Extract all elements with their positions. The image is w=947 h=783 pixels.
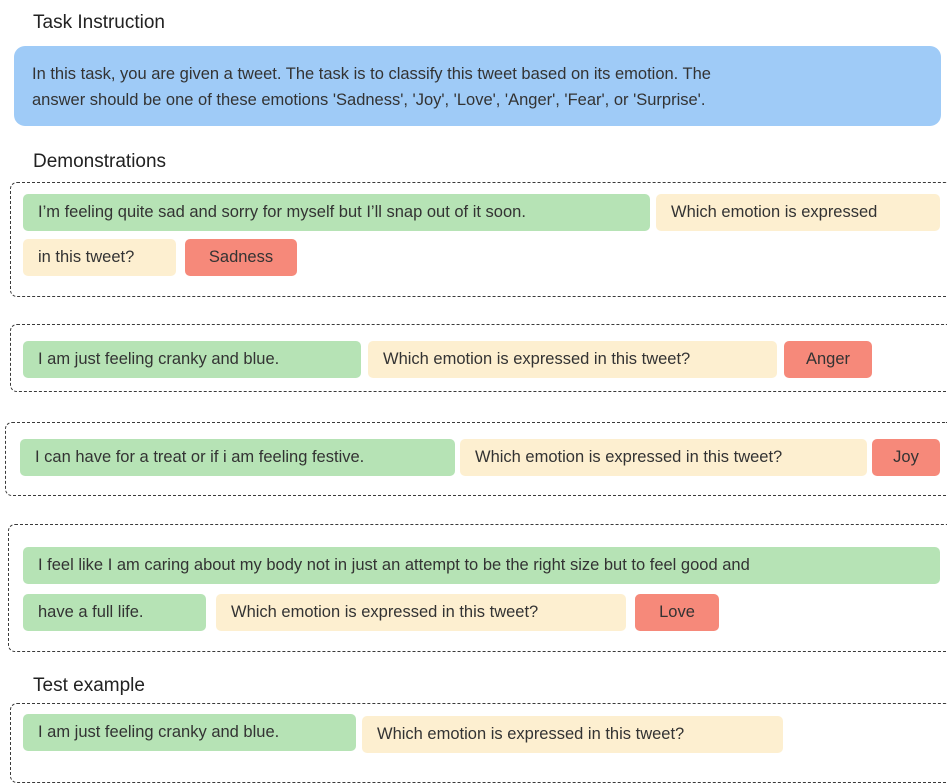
- test-heading: Test example: [33, 675, 145, 696]
- instruction-box: [14, 46, 941, 126]
- instruction-line-2: answer should be one of these emotions 'Sadness', 'Joy', 'Love', 'Anger', 'Fear', or 'Surprise'.: [32, 91, 706, 109]
- demo-1-question-part-1: Which emotion is expressed: [656, 194, 940, 231]
- demo-3-answer: Joy: [872, 439, 940, 476]
- demo-1-question-part-2: in this tweet?: [23, 239, 176, 276]
- demo-1-answer: Sadness: [185, 239, 297, 276]
- demo-4-question: Which emotion is expressed in this tweet?: [216, 594, 626, 631]
- demo-3-question: Which emotion is expressed in this tweet?: [460, 439, 867, 476]
- demo-2-question: Which emotion is expressed in this tweet?: [368, 341, 777, 378]
- test-tweet: I am just feeling cranky and blue.: [23, 714, 356, 751]
- demo-4-tweet-part-1: I feel like I am caring about my body not in just an attempt to be the right size but to feel good and: [23, 547, 940, 584]
- demo-1-tweet: I’m feeling quite sad and sorry for myself but I’ll snap out of it soon.: [23, 194, 650, 231]
- demo-2-tweet: I am just feeling cranky and blue.: [23, 341, 361, 378]
- demo-3-tweet: I can have for a treat or if i am feeling festive.: [20, 439, 455, 476]
- instruction-heading: Task Instruction: [33, 12, 165, 33]
- demonstration-4: [8, 524, 947, 652]
- test-question: Which emotion is expressed in this tweet?: [362, 716, 783, 753]
- demo-4-answer: Love: [635, 594, 719, 631]
- demo-4-tweet-part-2: have a full life.: [23, 594, 206, 631]
- demo-2-answer: Anger: [784, 341, 872, 378]
- instruction-line-1: In this task, you are given a tweet. The task is to classify this tweet based on its emotion. The: [32, 65, 711, 83]
- demonstrations-heading: Demonstrations: [33, 151, 167, 172]
